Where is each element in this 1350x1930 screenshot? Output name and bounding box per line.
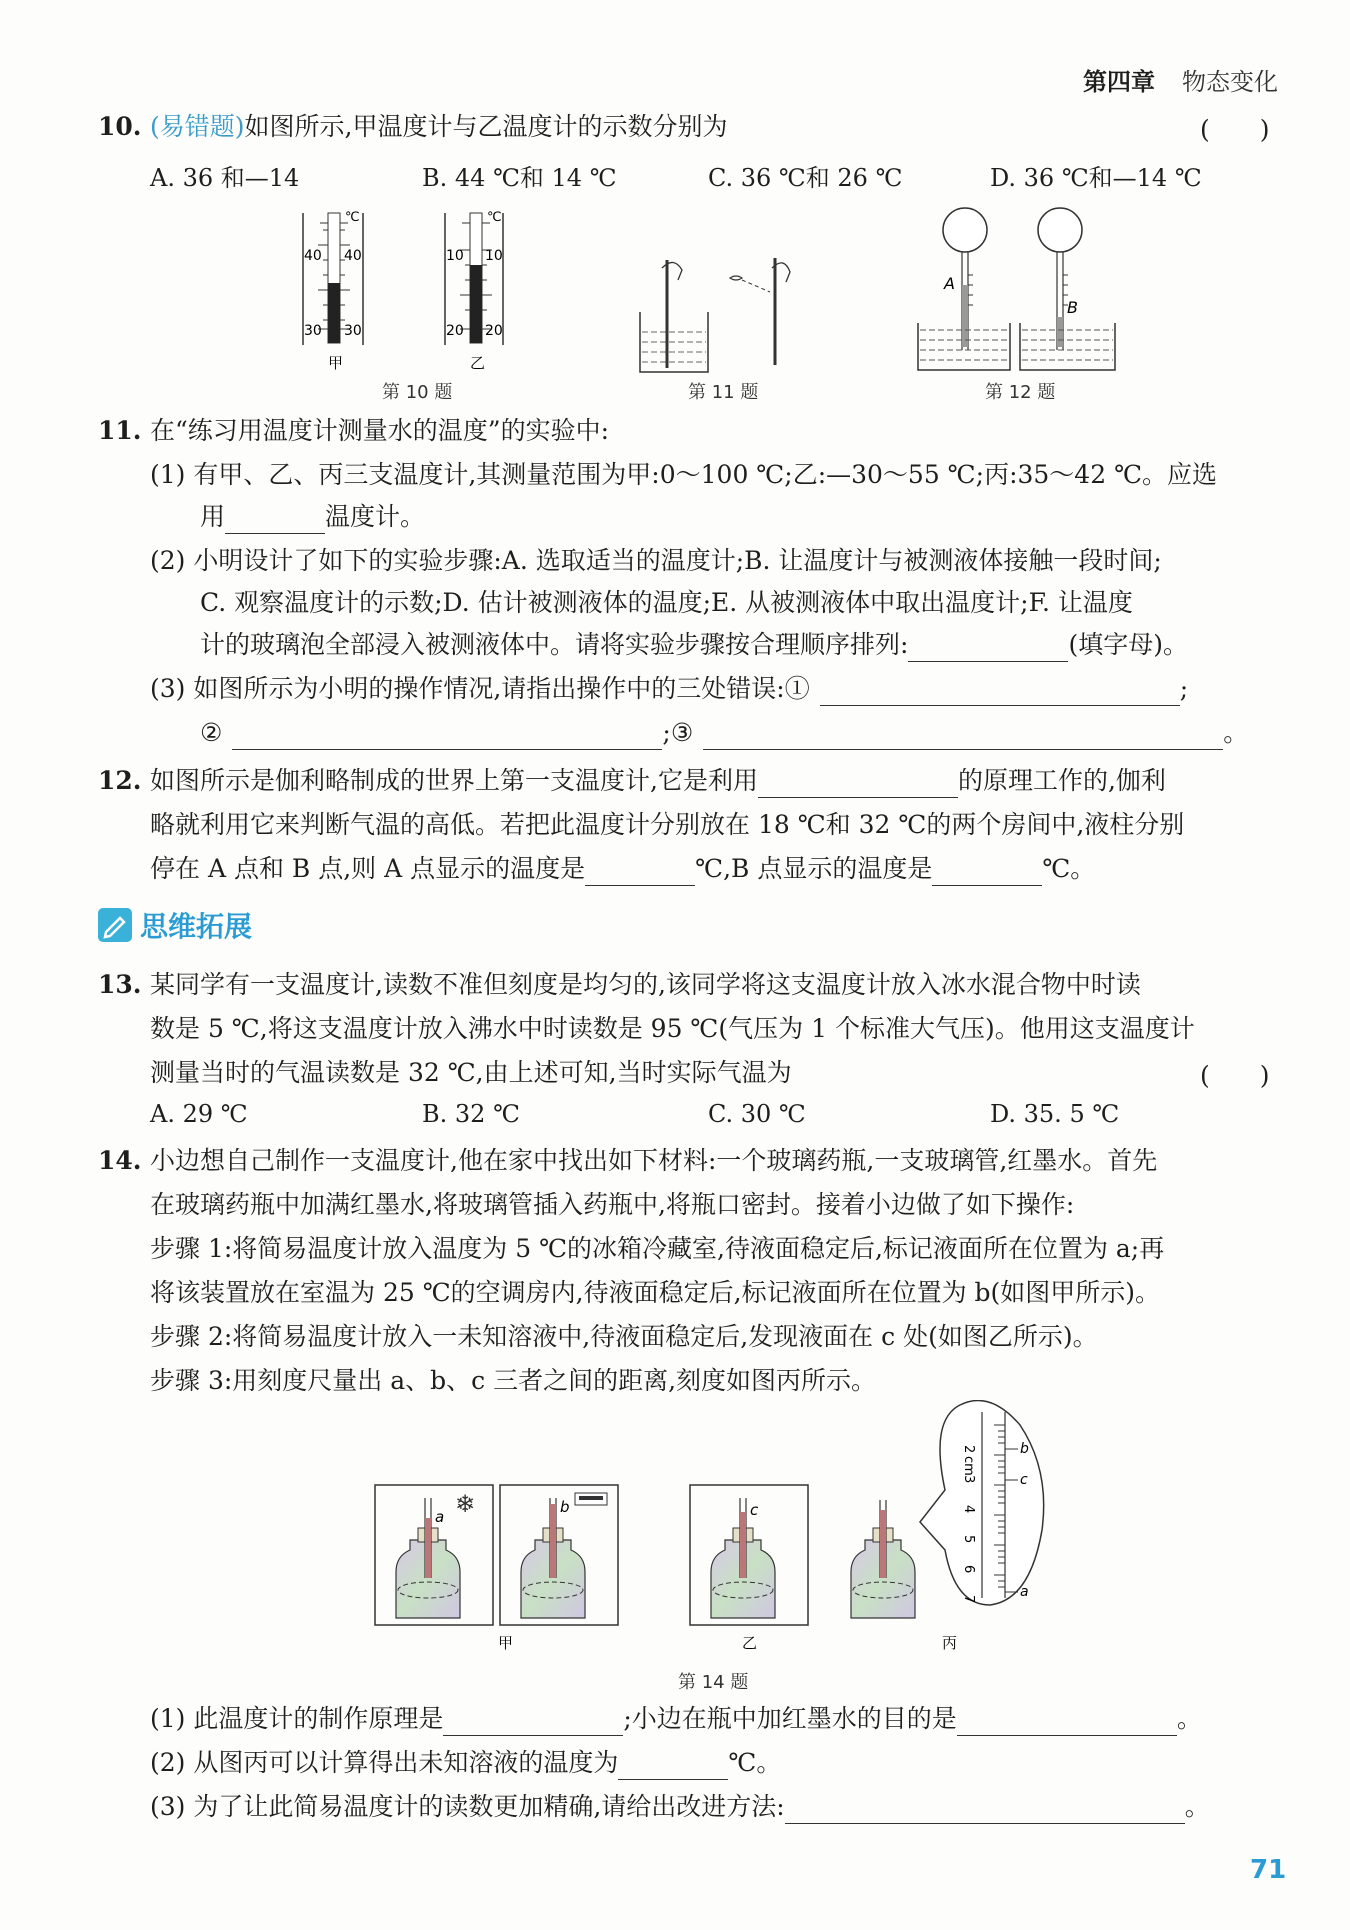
q11-part3-blank-3[interactable] — [703, 723, 1223, 750]
q11-part2-pre: 计的玻璃泡全部浸入被测液体中。请将实验步骤按合理顺序排列: — [200, 630, 909, 659]
q11-part2-line2: C. 观察温度计的示数;D. 估计被测液体的温度;E. 从被测液体中取出温度计;F. 让温度 — [200, 588, 1133, 617]
q14-sub3-end: 。 — [1184, 1792, 1210, 1821]
q12-number: 12. — [98, 766, 142, 795]
q14-sub2 — [150, 1746, 781, 1780]
yi-tick-right-10: 10 — [485, 248, 503, 264]
chapter-topic: 物态变化 — [1182, 68, 1278, 96]
section-header — [98, 905, 252, 945]
q14-line2: 在玻璃药瓶中加满红墨水,将玻璃管插入药瓶中,将瓶口密封。接着小边做了如下操作: — [150, 1190, 1075, 1219]
q10-thermometer-figure — [290, 205, 530, 380]
jia-tick-left-40: 40 — [304, 248, 322, 264]
q13-answer-paren[interactable]: ( ) — [1200, 1061, 1270, 1090]
q14-line6: 步骤 3:用刻度尺量出 a、b、c 三者之间的距离,刻度如图丙所示。 — [150, 1366, 877, 1395]
q13-line2: 数是 5 ℃,将这支温度计放入沸水中时读数是 95 ℃(气压为 1 个标准大气压)。他用这支温度计 — [150, 1014, 1195, 1043]
q10-answer-paren[interactable]: ( ) — [1200, 115, 1270, 144]
q12-line1-pre: 如图所示是伽利略制成的世界上第一支温度计,它是利用 — [150, 766, 758, 795]
jia-tick-left-30: 30 — [304, 323, 322, 339]
section-title: 思维拓展 — [140, 910, 253, 943]
q12-blank-b-temp[interactable] — [932, 859, 1042, 886]
q14-sub3-pre: (3) 为了让此简易温度计的读数更加精确,请给出改进方法: — [150, 1792, 785, 1821]
q10-number: 10. — [98, 112, 142, 141]
page-number: 71 — [1250, 1855, 1287, 1885]
q11-part3-line2 — [200, 716, 1248, 750]
q10-tag: (易错题) — [150, 112, 245, 141]
ruler-unit: cm — [961, 1456, 976, 1476]
q11-part3-end2: 。 — [1223, 718, 1249, 747]
q11-stem: 在“练习用温度计测量水的温度”的实验中: — [150, 416, 609, 445]
q14-sub2-pre: (2) 从图丙可以计算得出未知溶液的温度为 — [150, 1748, 619, 1777]
q12-point-a: A — [944, 274, 955, 293]
q11-part2-blank[interactable] — [908, 635, 1068, 662]
q11-number: 11. — [98, 416, 142, 445]
q14-line3: 步骤 1:将简易温度计放入温度为 5 ℃的冰箱冷藏室,待液面稳定后,标记液面所在位置为 a;再 — [150, 1234, 1165, 1263]
q12-line1 — [150, 764, 1166, 798]
chapter-title: 第四章 — [1083, 68, 1155, 96]
q11-part2-line3 — [200, 628, 1188, 662]
q14-sub1-pre: (1) 此温度计的制作原理是 — [150, 1704, 444, 1733]
q11-part3-line1 — [150, 672, 1188, 706]
q10-option-b[interactable]: B. 44 ℃和 14 ℃ — [422, 164, 617, 192]
q11-part1-post: 温度计。 — [325, 502, 426, 531]
q12-line3-mid: ℃,B 点显示的温度是 — [695, 854, 933, 883]
jia-label: 甲 — [328, 354, 344, 372]
q11-part3-mark2: ② — [200, 718, 223, 747]
jia-unit: ℃ — [345, 210, 360, 225]
q14-sub1-blank-1[interactable] — [443, 1709, 623, 1736]
q11-part1-blank[interactable] — [225, 507, 325, 534]
q11-part1-line2 — [200, 500, 425, 534]
q12-figure — [910, 205, 1130, 380]
q11-part3-blank-2[interactable] — [232, 723, 662, 750]
ruler-label-c: c — [1020, 1472, 1028, 1488]
q11-part1-pre: 用 — [200, 502, 226, 531]
q14-line4: 将该装置放在室温为 25 ℃的空调房内,待液面稳定后,标记液面所在位置为 b(如图甲所示)。 — [150, 1278, 1161, 1307]
q12-caption: 第 12 题 — [985, 382, 1056, 403]
q11-figure — [630, 250, 810, 380]
fig-caption-bing: 丙 — [942, 1634, 958, 1652]
q13-line3: 测量当时的气温读数是 32 ℃,由上述可知,当时实际气温为 — [150, 1058, 792, 1087]
q11-caption: 第 11 题 — [688, 382, 759, 403]
q13-option-d[interactable]: D. 35. 5 ℃ — [990, 1100, 1120, 1128]
q10-option-c[interactable]: C. 36 ℃和 26 ℃ — [708, 164, 903, 192]
fig-caption-jia: 甲 — [498, 1634, 514, 1652]
q14-sub3 — [150, 1790, 1210, 1824]
q11-part2-line1: (2) 小明设计了如下的实验步骤:A. 选取适当的温度计;B. 让温度计与被测液体接触一段时间; — [150, 546, 1162, 575]
q11-part1-line1: (1) 有甲、乙、丙三支温度计,其测量范围为甲:0～100 ℃;乙:—30～55 ℃;丙:35～42 ℃。应选 — [150, 460, 1218, 489]
q11-part2-post: (填字母)。 — [1068, 630, 1188, 659]
q12-point-b: B — [1067, 298, 1078, 317]
q12-line2: 略就利用它来判断气温的高低。若把此温度计分别放在 18 ℃和 32 ℃的两个房间中,液柱分别 — [150, 810, 1185, 839]
ruler-tick-2: 2 — [961, 1445, 976, 1454]
q14-line5: 步骤 2:将简易温度计放入一未知溶液中,待液面稳定后,发现液面在 c 处(如图乙所示)。 — [150, 1322, 1098, 1351]
ruler-tick-5: 5 — [961, 1535, 976, 1544]
q10-option-d[interactable]: D. 36 ℃和—14 ℃ — [990, 164, 1202, 192]
fig-label-b: b — [560, 1498, 570, 1516]
q12-blank-a-temp[interactable] — [585, 859, 695, 886]
fig-label-c: c — [750, 1501, 759, 1519]
q10-caption: 第 10 题 — [382, 382, 453, 403]
q13-number: 13. — [98, 970, 142, 999]
q10-stem-text: 如图所示,甲温度计与乙温度计的示数分别为 — [244, 112, 728, 141]
q14-sub1 — [150, 1702, 1202, 1736]
q12-blank-principle[interactable] — [758, 771, 958, 798]
ruler-tick-3: 3 — [961, 1475, 976, 1484]
q14-number: 14. — [98, 1146, 142, 1175]
q10-option-a[interactable]: A. 36 和—14 — [150, 164, 300, 192]
q12-line3-post: ℃。 — [1042, 854, 1096, 883]
q11-part3-blank-1[interactable] — [820, 679, 1180, 706]
ruler-tick-6: 6 — [961, 1565, 976, 1574]
q14-figure — [370, 1400, 1070, 1670]
q14-line1: 小边想自己制作一支温度计,他在家中找出如下材料:一个玻璃药瓶,一支玻璃管,红墨水。首先 — [150, 1146, 1158, 1175]
yi-label: 乙 — [470, 354, 486, 372]
q14-sub2-blank[interactable] — [618, 1753, 728, 1780]
fig-caption-yi: 乙 — [742, 1634, 758, 1652]
q13-option-b[interactable]: B. 32 ℃ — [422, 1100, 520, 1128]
q11-part3-mark3: ;③ — [662, 718, 694, 747]
jia-tick-right-40: 40 — [344, 248, 362, 264]
q11-part3-pre: (3) 如图所示为小明的操作情况,请指出操作中的三处错误:① — [150, 674, 810, 703]
yi-tick-left-10: 10 — [446, 248, 464, 264]
yi-tick-right-20: 20 — [485, 323, 503, 339]
q12-line3-pre: 停在 A 点和 B 点,则 A 点显示的温度是 — [150, 854, 586, 883]
q14-sub1-blank-2[interactable] — [957, 1709, 1177, 1736]
ruler-label-b: b — [1020, 1441, 1029, 1457]
q12-line3 — [150, 852, 1095, 886]
fig-label-a: a — [435, 1508, 445, 1526]
ruler-label-a: a — [1020, 1584, 1029, 1600]
yi-tick-left-20: 20 — [446, 323, 464, 339]
snowflake-icon: ❄ — [455, 1490, 476, 1518]
q13-option-a[interactable]: A. 29 ℃ — [150, 1100, 248, 1128]
ruler-tick-4: 4 — [961, 1505, 976, 1514]
q11-part3-end1: ; — [1179, 674, 1189, 703]
q14-sub3-blank[interactable] — [785, 1797, 1185, 1824]
q14-caption: 第 14 题 — [678, 1672, 749, 1693]
ruler-tick-7: 7 — [961, 1595, 976, 1604]
q14-sub1-mid: ;小边在瓶中加红墨水的目的是 — [623, 1704, 957, 1733]
jia-tick-right-30: 30 — [344, 323, 362, 339]
q12-line1-post: 的原理工作的,伽利 — [957, 766, 1166, 795]
q13-line1: 某同学有一支温度计,读数不准但刻度是均匀的,该同学将这支温度计放入冰水混合物中时读 — [150, 970, 1141, 999]
pencil-icon — [98, 908, 132, 942]
yi-unit: ℃ — [487, 210, 502, 225]
q13-option-c[interactable]: C. 30 ℃ — [708, 1100, 806, 1128]
q10-stem — [150, 110, 727, 144]
q14-sub2-post: ℃。 — [728, 1748, 782, 1777]
q14-sub1-end: 。 — [1176, 1704, 1202, 1733]
